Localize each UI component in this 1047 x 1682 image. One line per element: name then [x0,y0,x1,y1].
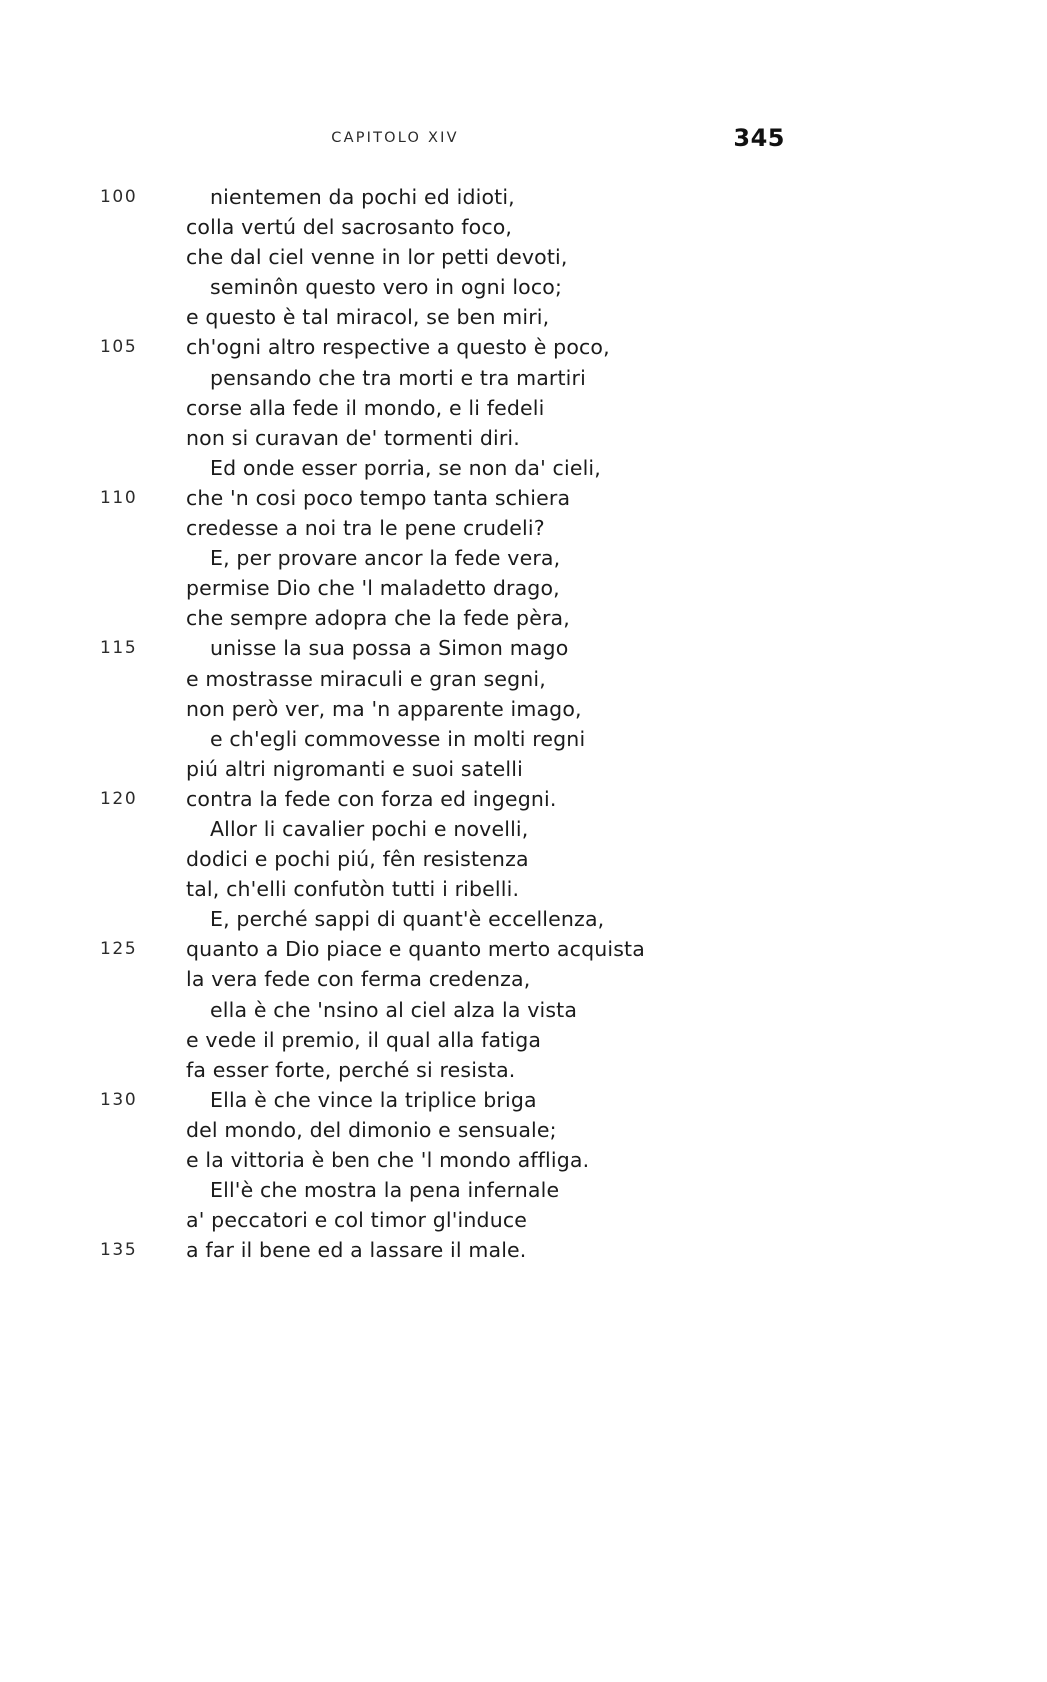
verse-line-text: non si curavan de' tormenti diri. [186,425,520,450]
verse-line [0,1175,1047,1205]
verse-line-text: a' peccatori e col timor gl'induce [186,1208,528,1233]
poem-body [0,182,1047,1265]
verse-line-text: che 'n cosi poco tempo tanta schiera [186,485,571,510]
verse-line-text: E, per provare ancor la fede vera, [210,546,561,571]
verse-line-text: e ch'egli commovesse in molti regni [210,726,586,751]
verse-line-text: fa esser forte, perché si resista. [186,1057,516,1082]
verse-line-text: e questo è tal miracol, se ben miri, [186,305,550,330]
verse-line [0,814,1047,844]
verse-line-text: nientemen da pochi ed idioti, [210,185,515,209]
verse-line-text: tal, ch'elli confutòn tutti i ribelli. [186,877,520,902]
page-number: 345 [733,124,785,152]
verse-line-text: colla vertú del sacrosanto foco, [186,215,513,240]
verse-line [0,423,1047,453]
verse-line-number: 130 [100,1089,138,1110]
verse-line-text: permise Dio che 'l maladetto drago, [186,576,560,601]
verse-line [0,964,1047,994]
verse-line [0,573,1047,603]
verse-line-number: 135 [100,1240,138,1261]
verse-line [0,1205,1047,1235]
verse-line [0,1235,1047,1265]
verse-line [0,874,1047,904]
verse-line [0,1025,1047,1055]
verse-line-text: e mostrasse miraculi e gran segni, [186,666,546,691]
verse-line-text: dodici e pochi piú, fên resistenza [186,847,529,872]
verse-line [0,1115,1047,1145]
verse-line-number: 110 [100,487,138,508]
verse-line-text: ch'ogni altro respective a questo è poco, [186,335,610,360]
verse-line [0,694,1047,724]
verse-line [0,784,1047,814]
verse-line-text: E, perché sappi di quant'è eccellenza, [210,907,605,932]
verse-line-text: Ella è che vince la triplice briga [210,1087,537,1112]
verse-line [0,1055,1047,1085]
verse-line-text: Allor li cavalier pochi e novelli, [210,816,529,841]
verse-line [0,543,1047,573]
verse-line-number: 120 [100,788,138,809]
verse-line [0,664,1047,694]
verse-line-text: seminôn questo vero in ogni loco; [210,275,563,300]
verse-line-text: a far il bene ed a lassare il male. [186,1238,527,1263]
verse-line [0,182,1047,212]
verse-line [0,1145,1047,1175]
verse-line [0,212,1047,242]
verse-line [0,332,1047,362]
verse-line-text: pensando che tra morti e tra martiri [210,365,586,390]
verse-line-text: unisse la sua possa a Simon mago [210,636,569,661]
verse-line-text: corse alla fede il mondo, e li fedeli [186,395,545,420]
verse-line [0,603,1047,633]
verse-line-text: contra la fede con forza ed ingegni. [186,786,557,811]
verse-line [0,272,1047,302]
verse-line [0,844,1047,874]
verse-line [0,513,1047,543]
verse-line [0,453,1047,483]
page-header [0,124,1047,162]
verse-line [0,934,1047,964]
verse-line [0,483,1047,513]
verse-line-text: Ell'è che mostra la pena infernale [210,1178,560,1203]
verse-line [0,393,1047,423]
verse-line [0,724,1047,754]
running-head: CAPITOLO XIV [331,130,459,146]
verse-line-text: che dal ciel venne in lor petti devoti, [186,245,568,270]
verse-line-text: Ed onde esser porria, se non da' cieli, [210,455,601,480]
verse-line-number: 100 [100,187,138,207]
verse-line [0,995,1047,1025]
verse-line [0,1085,1047,1115]
verse-line-text: del mondo, del dimonio e sensuale; [186,1117,557,1142]
verse-line-number: 115 [100,638,138,659]
verse-line-text: credesse a noi tra le pene crudeli? [186,516,545,541]
verse-line [0,633,1047,663]
verse-line-text: quanto a Dio piace e quanto merto acquista [186,937,645,962]
verse-line-text: ella è che 'nsino al ciel alza la vista [210,997,578,1022]
verse-line [0,754,1047,784]
verse-line-number: 105 [100,337,138,358]
verse-line-text: piú altri nigromanti e suoi satelli [186,756,523,781]
verse-line-text: la vera fede con ferma credenza, [186,967,531,992]
verse-line-text: e la vittoria è ben che 'l mondo affliga. [186,1148,590,1172]
verse-line [0,242,1047,272]
verse-line [0,302,1047,332]
verse-line-text: e vede il premio, il qual alla fatiga [186,1027,542,1052]
verse-line-text: non però ver, ma 'n apparente imago, [186,696,582,721]
verse-line [0,904,1047,934]
verse-line-number: 125 [100,939,138,960]
verse-line-text: che sempre adopra che la fede pèra, [186,606,570,631]
verse-line [0,363,1047,393]
